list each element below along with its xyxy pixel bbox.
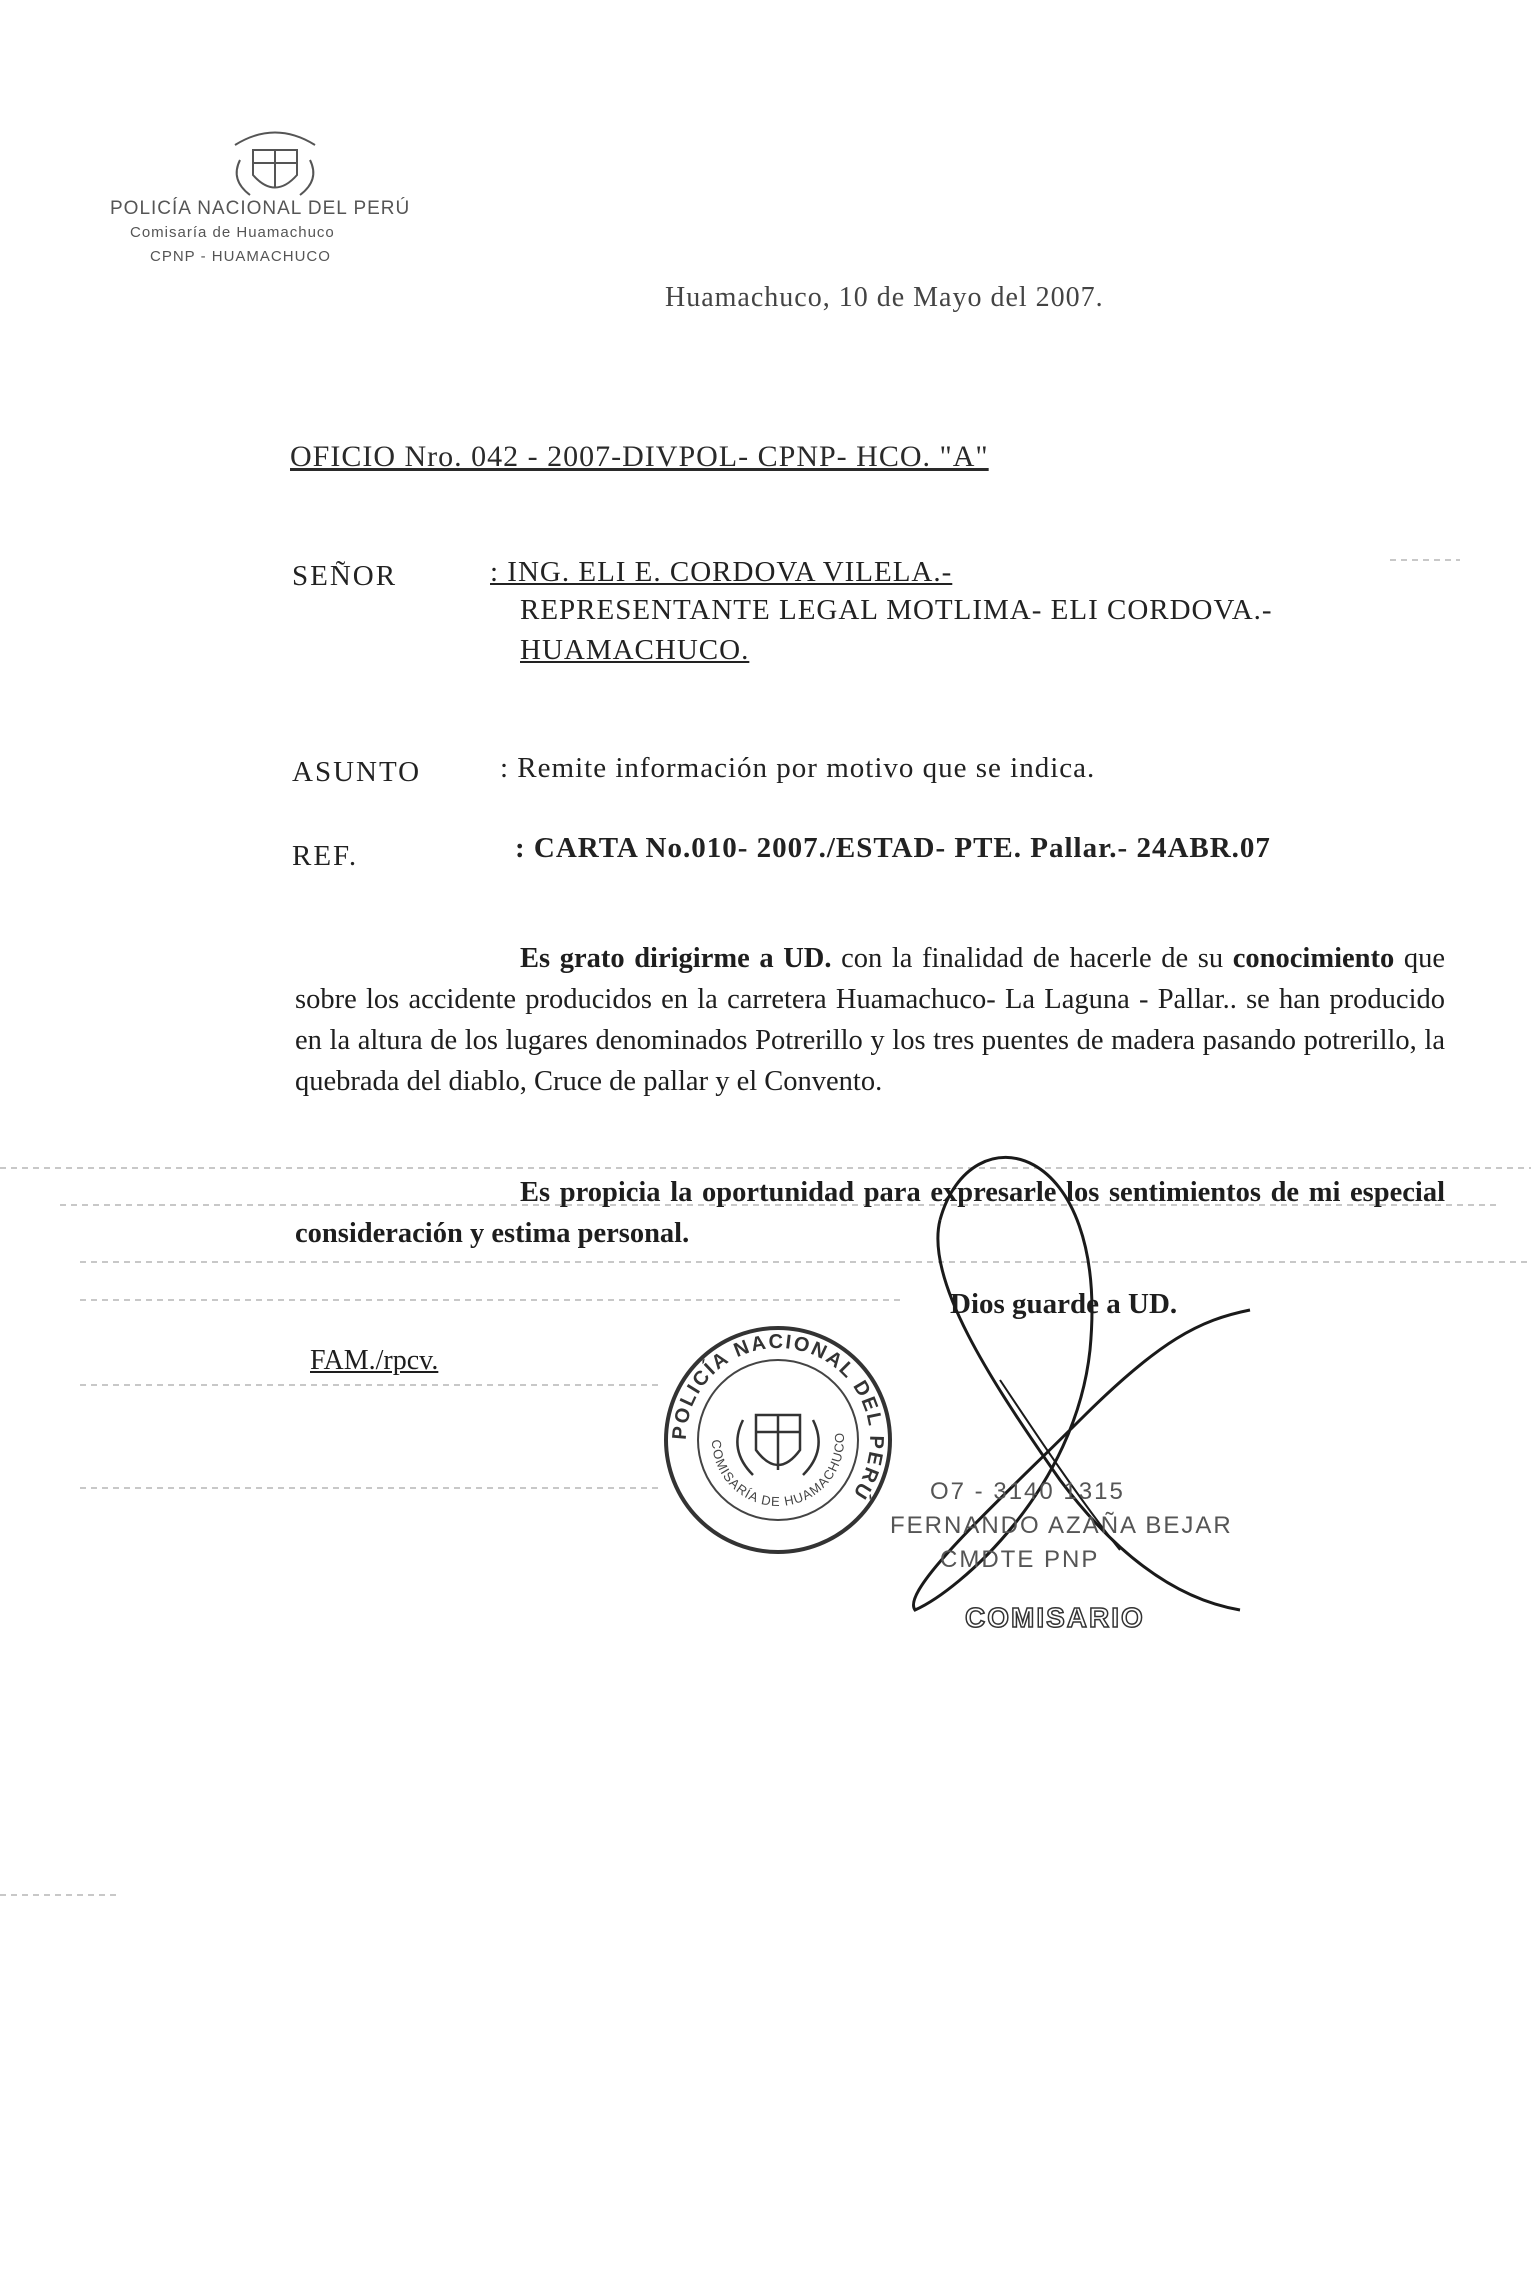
body-paragraph-1: Es grato dirigirme a UD. con la finalidad de hacerle de su conocimiento que sobre los accidente producidos en la carretera Huamachuco- La Laguna - Pallar.. se han producido en la altura de los lugares denominados Potrerillo y los tres puentes de madera pasando potrerillo, la quebrada del diablo, Cruce de pallar y el Convento. — [295, 943, 1445, 1097]
coat-of-arms-emblem — [215, 115, 335, 210]
author-initials: FAM./rpcv. — [310, 1345, 439, 1376]
recipient-city: HUAMACHUCO. — [520, 634, 750, 666]
letterhead-unit: CPNP - HUAMACHUCO — [150, 248, 331, 265]
svg-text:POLICÍA NACIONAL DEL PERÚ: POLICÍA NACIONAL DEL PERÚ — [668, 1330, 888, 1505]
officer-name: FERNANDO AZAÑA BEJAR — [890, 1512, 1233, 1539]
comisario-stamp: COMISARIO — [965, 1602, 1145, 1633]
subject-label: ASUNTO — [292, 756, 422, 788]
subject-value: : Remite información por motivo que se indica. — [500, 752, 1096, 784]
official-seal — [658, 1320, 898, 1560]
document-number: OFICIO Nro. 042 - 2007-DIVPOL- CPNP- HCO. "A" — [290, 440, 989, 473]
svg-text:COMISARÍA DE HUAMACHUCO: COMISARÍA DE HUAMACHUCO — [708, 1431, 848, 1510]
recipient-label: SEÑOR — [292, 560, 398, 592]
letterhead-office: Comisaría de Huamachuco — [130, 224, 335, 241]
reference-label: REF. — [292, 840, 359, 872]
reference-value: : CARTA No.010- 2007./ESTAD- PTE. Pallar.- 24ABR.07 — [515, 832, 1271, 864]
date-line: Huamachuco, 10 de Mayo del 2007. — [665, 282, 1104, 313]
recipient-name: : ING. ELI E. CORDOVA VILELA.- — [490, 556, 953, 588]
officer-rank: CMDTE PNP — [940, 1546, 1100, 1573]
officer-id-number: O7 - 3140 1315 — [930, 1478, 1125, 1505]
recipient-title: REPRESENTANTE LEGAL MOTLIMA- ELI CORDOVA.- — [520, 594, 1273, 626]
letterhead-institution: POLICÍA NACIONAL DEL PERÚ — [110, 198, 411, 219]
closing-line: Dios guarde a UD. — [950, 1288, 1178, 1320]
body-paragraph-2: Es propicia la oportunidad para expresarle los sentimientos de mi especial consideración y estima personal. — [295, 1177, 1445, 1249]
